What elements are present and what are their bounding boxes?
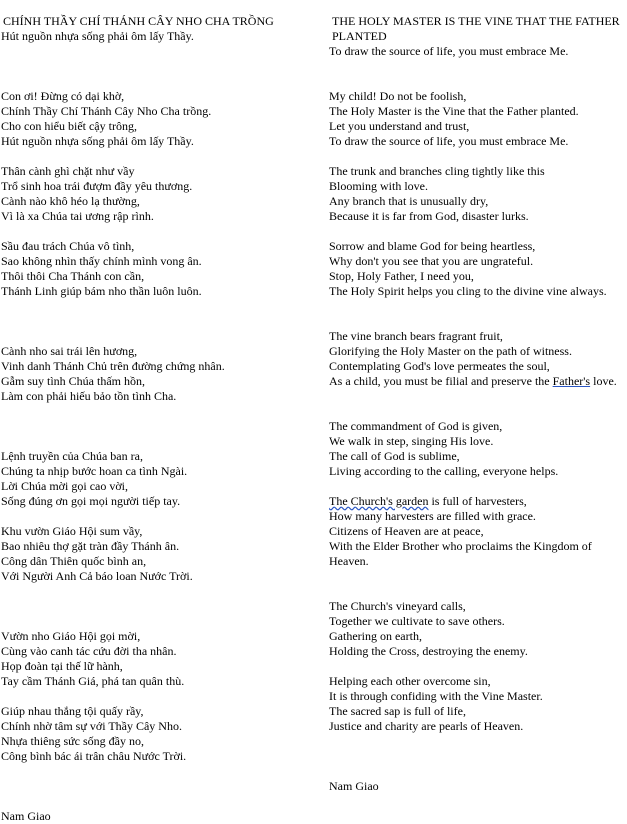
poem-line: Vì là xa Chúa tai ương rập rình. [1,209,154,223]
poem-line: Công dân Thiên quốc bình an, [1,554,147,568]
poem-line [329,374,623,389]
poem-line: Sầu đau trách Chúa vô tình, [1,239,135,253]
english-poem-column [329,14,623,794]
poem-line: Cho con hiểu biết cậy trông, [1,119,137,133]
stanza-7-vi [1,629,311,689]
poem-line: Because it is far from God, disaster lurks. [329,209,529,223]
poem-line: Nhựa thiêng sức sống đầy no, [1,734,144,748]
poem-line: Con ơi! Đừng có dại khờ, [1,89,125,103]
stanza-1-vi [1,89,311,149]
poem-line: Sorrow and blame God for being heartless, [329,239,536,253]
poem-line: Holding the Cross, destroying the enemy. [329,644,528,658]
author-signature-english: Nam Giao [329,779,379,793]
poem-line: Trổ sinh hoa trái đượm đầy yêu thương. [1,179,193,193]
poem-line: How many harvesters are filled with grace. [329,509,536,523]
poem-line: The vine branch bears fragrant fruit, [329,329,503,343]
poem-line: Thân cành ghì chặt như vầy [1,164,135,178]
poem-line: Tay cầm Thánh Giá, phá tan quân thù. [1,674,185,688]
poem-line: Bao nhiêu thợ gặt tràn đầy Thánh ân. [1,539,180,553]
grammar-marked-phrase[interactable]: The Church's garden [329,494,429,508]
stanza-6-en [329,494,623,569]
line-text: is full of harvesters, [428,494,527,508]
poem-line: Cành nào khô héo lạ thường, [1,194,140,208]
stanza-6-vi [1,524,311,584]
poem-line: Công bình bác ái trân châu Nước Trời. [1,749,187,763]
poem-line: Với Người Anh Cả báo loan Nước Trời. [1,569,193,583]
poem-line: Sao không nhìn thấy chính mình vong ân. [1,254,202,268]
poem-line: Gathering on earth, [329,629,422,643]
poem-line: The Holy Master is the Vine that the Father planted. [329,104,579,118]
poem-line: Together we cultivate to save others. [329,614,505,628]
poem-line: Chính nhờ tâm sự với Thầy Cây Nho. [1,719,182,733]
stanza-7-en [329,599,623,659]
poem-line: Hút nguồn nhựa sống phải ôm lấy Thầy. [1,134,194,148]
stanza-8-en [329,674,623,734]
poem-line: Why don't you see that you are ungrateful. [329,254,534,268]
poem-line: Khu vườn Giáo Hội sum vầy, [1,524,143,538]
poem-line: Contemplating God's love permeates the soul, [329,359,550,373]
poem-line: The Holy Spirit helps you cling to the divine vine always. [329,284,607,298]
poem-subtitle-vietnamese: Hút nguồn nhựa sống phải ôm lấy Thầy. [1,29,194,43]
poem-line: Chính Thầy Chí Thánh Cây Nho Cha trồng. [1,104,212,118]
poem-line: Justice and charity are pearls of Heaven. [329,719,524,733]
poem-line: Gẫm suy tình Chúa thấm hồn, [1,374,145,388]
poem-line: With the Elder Brother who proclaims the Kingdom of Heaven. [329,539,592,568]
poem-line: Stop, Holy Father, I need you, [329,269,474,283]
poem-line: Sống đúng ơn gọi mọi người tiếp tay. [1,494,181,508]
line-text: love. [590,374,617,388]
stanza-8-vi [1,704,311,764]
poem-line: The call of God is sublime, [329,449,460,463]
poem-line: To draw the source of life, you must embrace Me. [329,134,569,148]
poem-line: Blooming with love. [329,179,428,193]
poem-line: Cành nho sai trái lên hương, [1,344,138,358]
poem-line: Thánh Linh giúp bám nho thần luôn luôn. [1,284,202,298]
poem-line: The trunk and branches cling tightly like this [329,164,545,178]
stanza-2-en [329,164,623,224]
poem-line: Vườn nho Giáo Hội gọi mời, [1,629,141,643]
poem-title-vietnamese: CHÍNH THẦY CHÍ THÁNH CÂY NHO CHA TRỒNG [3,14,274,28]
stanza-2-vi [1,164,311,224]
poem-subtitle-english: To draw the source of life, you must embrace Me. [329,44,569,58]
poem-line: We walk in step, singing His love. [329,434,494,448]
stanza-4-vi [1,344,311,404]
poem-line: It is through confiding with the Vine Master. [329,689,543,703]
poem-line: Thôi thôi Cha Thánh con cần, [1,269,145,283]
poem-line: My child! Do not be foolish, [329,89,467,103]
stanza-3-en [329,239,623,299]
poem-line [329,494,623,509]
poem-line: Any branch that is unusually dry, [329,194,489,208]
stanza-1-en [329,89,623,149]
author-signature-vietnamese: Nam Giao [1,809,51,823]
poem-line: Vinh danh Thánh Chủ trên đường chứng nhân. [1,359,225,373]
poem-line: Chúng ta nhịp bước hoan ca tình Ngài. [1,464,188,478]
poem-line: Lệnh truyền của Chúa ban ra, [1,449,143,463]
poem-title-english: THE HOLY MASTER IS THE VINE THAT THE FATHER PLANTED [332,14,620,43]
poem-line: Let you understand and trust, [329,119,470,133]
stanza-5-en [329,419,623,479]
poem-line: The commandment of God is given, [329,419,503,433]
poem-line: Living according to the calling, everyone helps. [329,464,559,478]
poem-line: Cùng vào canh tác cứu đời tha nhân. [1,644,177,658]
poem-line: Glorifying the Holy Master on the path of witness. [329,344,572,358]
poem-line: Citizens of Heaven are at peace, [329,524,484,538]
stanza-3-vi [1,239,311,299]
poem-line: Helping each other overcome sin, [329,674,491,688]
stanza-5-vi [1,449,311,509]
poem-line: The Church's vineyard calls, [329,599,466,613]
vietnamese-poem-column [1,14,311,824]
poem-line: Giúp nhau thắng tội quấy rầy, [1,704,144,718]
poem-line: Làm con phải hiếu bảo tồn tình Cha. [1,389,177,403]
grammar-marked-word[interactable]: Father's [552,374,591,388]
poem-line: Họp đoàn tại thế lữ hành, [1,659,123,673]
stanza-4-en [329,329,623,389]
poem-line: Lời Chúa mời gọi cao vời, [1,479,129,493]
line-text: As a child, you must be filial and preserve the [329,374,553,388]
poem-line: The sacred sap is full of life, [329,704,466,718]
